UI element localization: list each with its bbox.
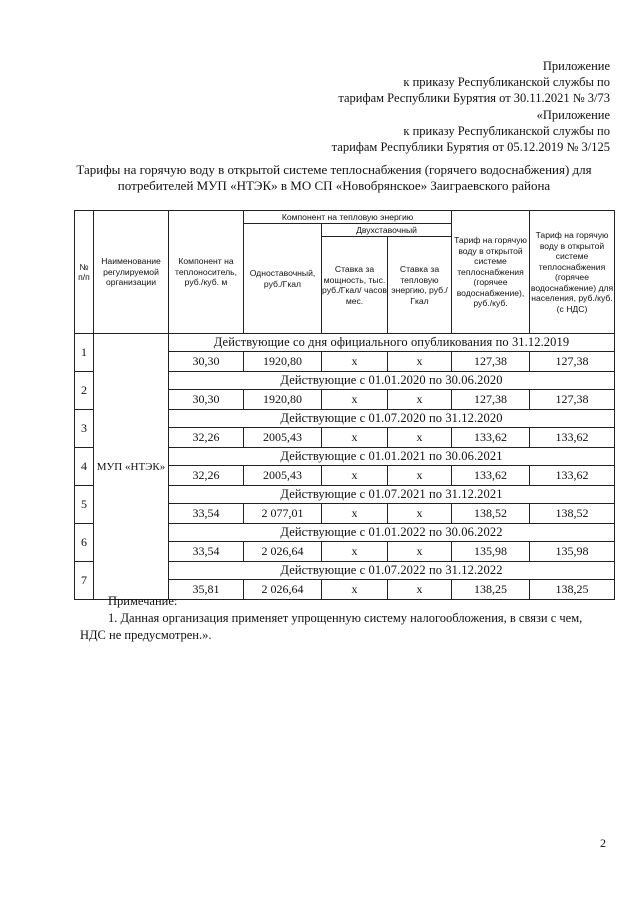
carrier-value: 33,54 <box>169 504 244 524</box>
header-line: «Приложение <box>536 107 610 122</box>
carrier-value: 30,30 <box>169 352 244 372</box>
tariff-value: 133,62 <box>452 466 530 486</box>
tariff-population-value: 138,52 <box>530 504 615 524</box>
header-num: № п/п <box>75 211 94 334</box>
organization-name: МУП «НТЭК» <box>94 334 169 600</box>
tariff-value: 138,52 <box>452 504 530 524</box>
energy-rate-value: х <box>388 352 452 372</box>
capacity-rate-value: х <box>322 390 388 410</box>
note-line: НДС не предусмотрен.». <box>80 628 212 642</box>
header-line: к приказу Республиканской службы по <box>403 75 610 90</box>
header-tariff: Тариф на горячую воду в открытой системе теплоснабжения (горячее водоснабжение), руб./куб. <box>452 211 530 334</box>
period-label: Действующие со дня официального опубликования по 31.12.2019 <box>169 334 615 352</box>
note-line: 1. Данная организация применяет упрощенную систему налогообложения, в связи с чем, <box>108 611 583 625</box>
row-number: 3 <box>75 410 94 448</box>
note <box>80 593 620 644</box>
capacity-rate-value: х <box>322 428 388 448</box>
energy-rate-value: х <box>388 542 452 562</box>
row-number: 5 <box>75 486 94 524</box>
row-number: 7 <box>75 562 94 600</box>
energy-rate-value: х <box>388 580 452 600</box>
carrier-value: 30,30 <box>169 390 244 410</box>
tariff-value: 127,38 <box>452 390 530 410</box>
header-organization: Наименование регулируемой организации <box>94 211 169 334</box>
header-energy-rate: Ставка за тепловую энергию, руб./Гкал <box>388 237 452 334</box>
tariff-population-value: 133,62 <box>530 466 615 486</box>
title-line: потребителей МУП «НТЭК» в МО СП «Новобрянское» Заиграевского района <box>117 178 551 193</box>
tariff-value: 133,62 <box>452 428 530 448</box>
header-energy-component: Компонент на тепловую энергию <box>244 211 452 224</box>
header-line: Приложение <box>542 59 610 73</box>
header-carrier-component: Компонент на теплоноситель, руб./куб. м <box>169 211 244 334</box>
tariff-population-value: 138,25 <box>530 580 615 600</box>
single-rate-value: 2 026,64 <box>244 542 322 562</box>
capacity-rate-value: х <box>322 580 388 600</box>
carrier-value: 35,81 <box>169 580 244 600</box>
header-line: тарифам Республики Бурятия от 05.12.2019 № 3/125 <box>331 140 610 155</box>
appendix-header <box>332 58 610 155</box>
single-rate-value: 1920,80 <box>244 390 322 410</box>
header-two-rate: Двухставочный <box>322 224 452 237</box>
note-title: Примечание: <box>108 594 178 608</box>
tariff-population-value: 133,62 <box>530 428 615 448</box>
energy-rate-value: х <box>388 504 452 524</box>
period-row <box>75 334 615 352</box>
tariff-population-value: 127,38 <box>530 352 615 372</box>
header-capacity-rate: Ставка за мощность, тыс. руб./Гкал/ часов мес. <box>322 237 388 334</box>
header-line: тарифам Республики Бурятия от 30.11.2021 № 3/73 <box>338 91 610 106</box>
tariff-table <box>74 210 615 600</box>
period-label: Действующие с 01.07.2022 по 31.12.2022 <box>169 562 615 580</box>
capacity-rate-value: х <box>322 504 388 524</box>
carrier-value: 32,26 <box>169 466 244 486</box>
energy-rate-value: х <box>388 390 452 410</box>
tariff-population-value: 135,98 <box>530 542 615 562</box>
period-label: Действующие с 01.07.2021 по 31.12.2021 <box>169 486 615 504</box>
carrier-value: 33,54 <box>169 542 244 562</box>
row-number: 1 <box>75 334 94 372</box>
energy-rate-value: х <box>388 466 452 486</box>
header-line: к приказу Республиканской службы по <box>403 123 610 138</box>
energy-rate-value: х <box>388 428 452 448</box>
tariff-value: 127,38 <box>452 352 530 372</box>
capacity-rate-value: х <box>322 352 388 372</box>
header-single-rate: Одноставочный, руб./Гкал <box>244 224 322 334</box>
tariff-value: 135,98 <box>452 542 530 562</box>
title-line: Тарифы на горячую воду в открытой системе теплоснабжения (горячего водоснабжения) для <box>76 162 592 177</box>
period-label: Действующие с 01.01.2022 по 30.06.2022 <box>169 524 615 542</box>
single-rate-value: 2005,43 <box>244 428 322 448</box>
capacity-rate-value: х <box>322 466 388 486</box>
tariff-value: 138,25 <box>452 580 530 600</box>
single-rate-value: 1920,80 <box>244 352 322 372</box>
single-rate-value: 2 077,01 <box>244 504 322 524</box>
tariff-population-value: 127,38 <box>530 390 615 410</box>
capacity-rate-value: х <box>322 542 388 562</box>
header-tariff-population: Тариф на горячую воду в открытой системе теплоснабжения (горячее водоснабжение) для населения, руб./куб. (с НДС) <box>530 211 615 334</box>
row-number: 2 <box>75 372 94 410</box>
period-label: Действующие с 01.07.2020 по 31.12.2020 <box>169 410 615 428</box>
row-number: 6 <box>75 524 94 562</box>
row-number: 4 <box>75 448 94 486</box>
document-title <box>60 162 608 194</box>
carrier-value: 32,26 <box>169 428 244 448</box>
page-number: 2 <box>600 836 606 850</box>
single-rate-value: 2005,43 <box>244 466 322 486</box>
period-label: Действующие с 01.01.2020 по 30.06.2020 <box>169 372 615 390</box>
period-label: Действующие с 01.01.2021 по 30.06.2021 <box>169 448 615 466</box>
single-rate-value: 2 026,64 <box>244 580 322 600</box>
